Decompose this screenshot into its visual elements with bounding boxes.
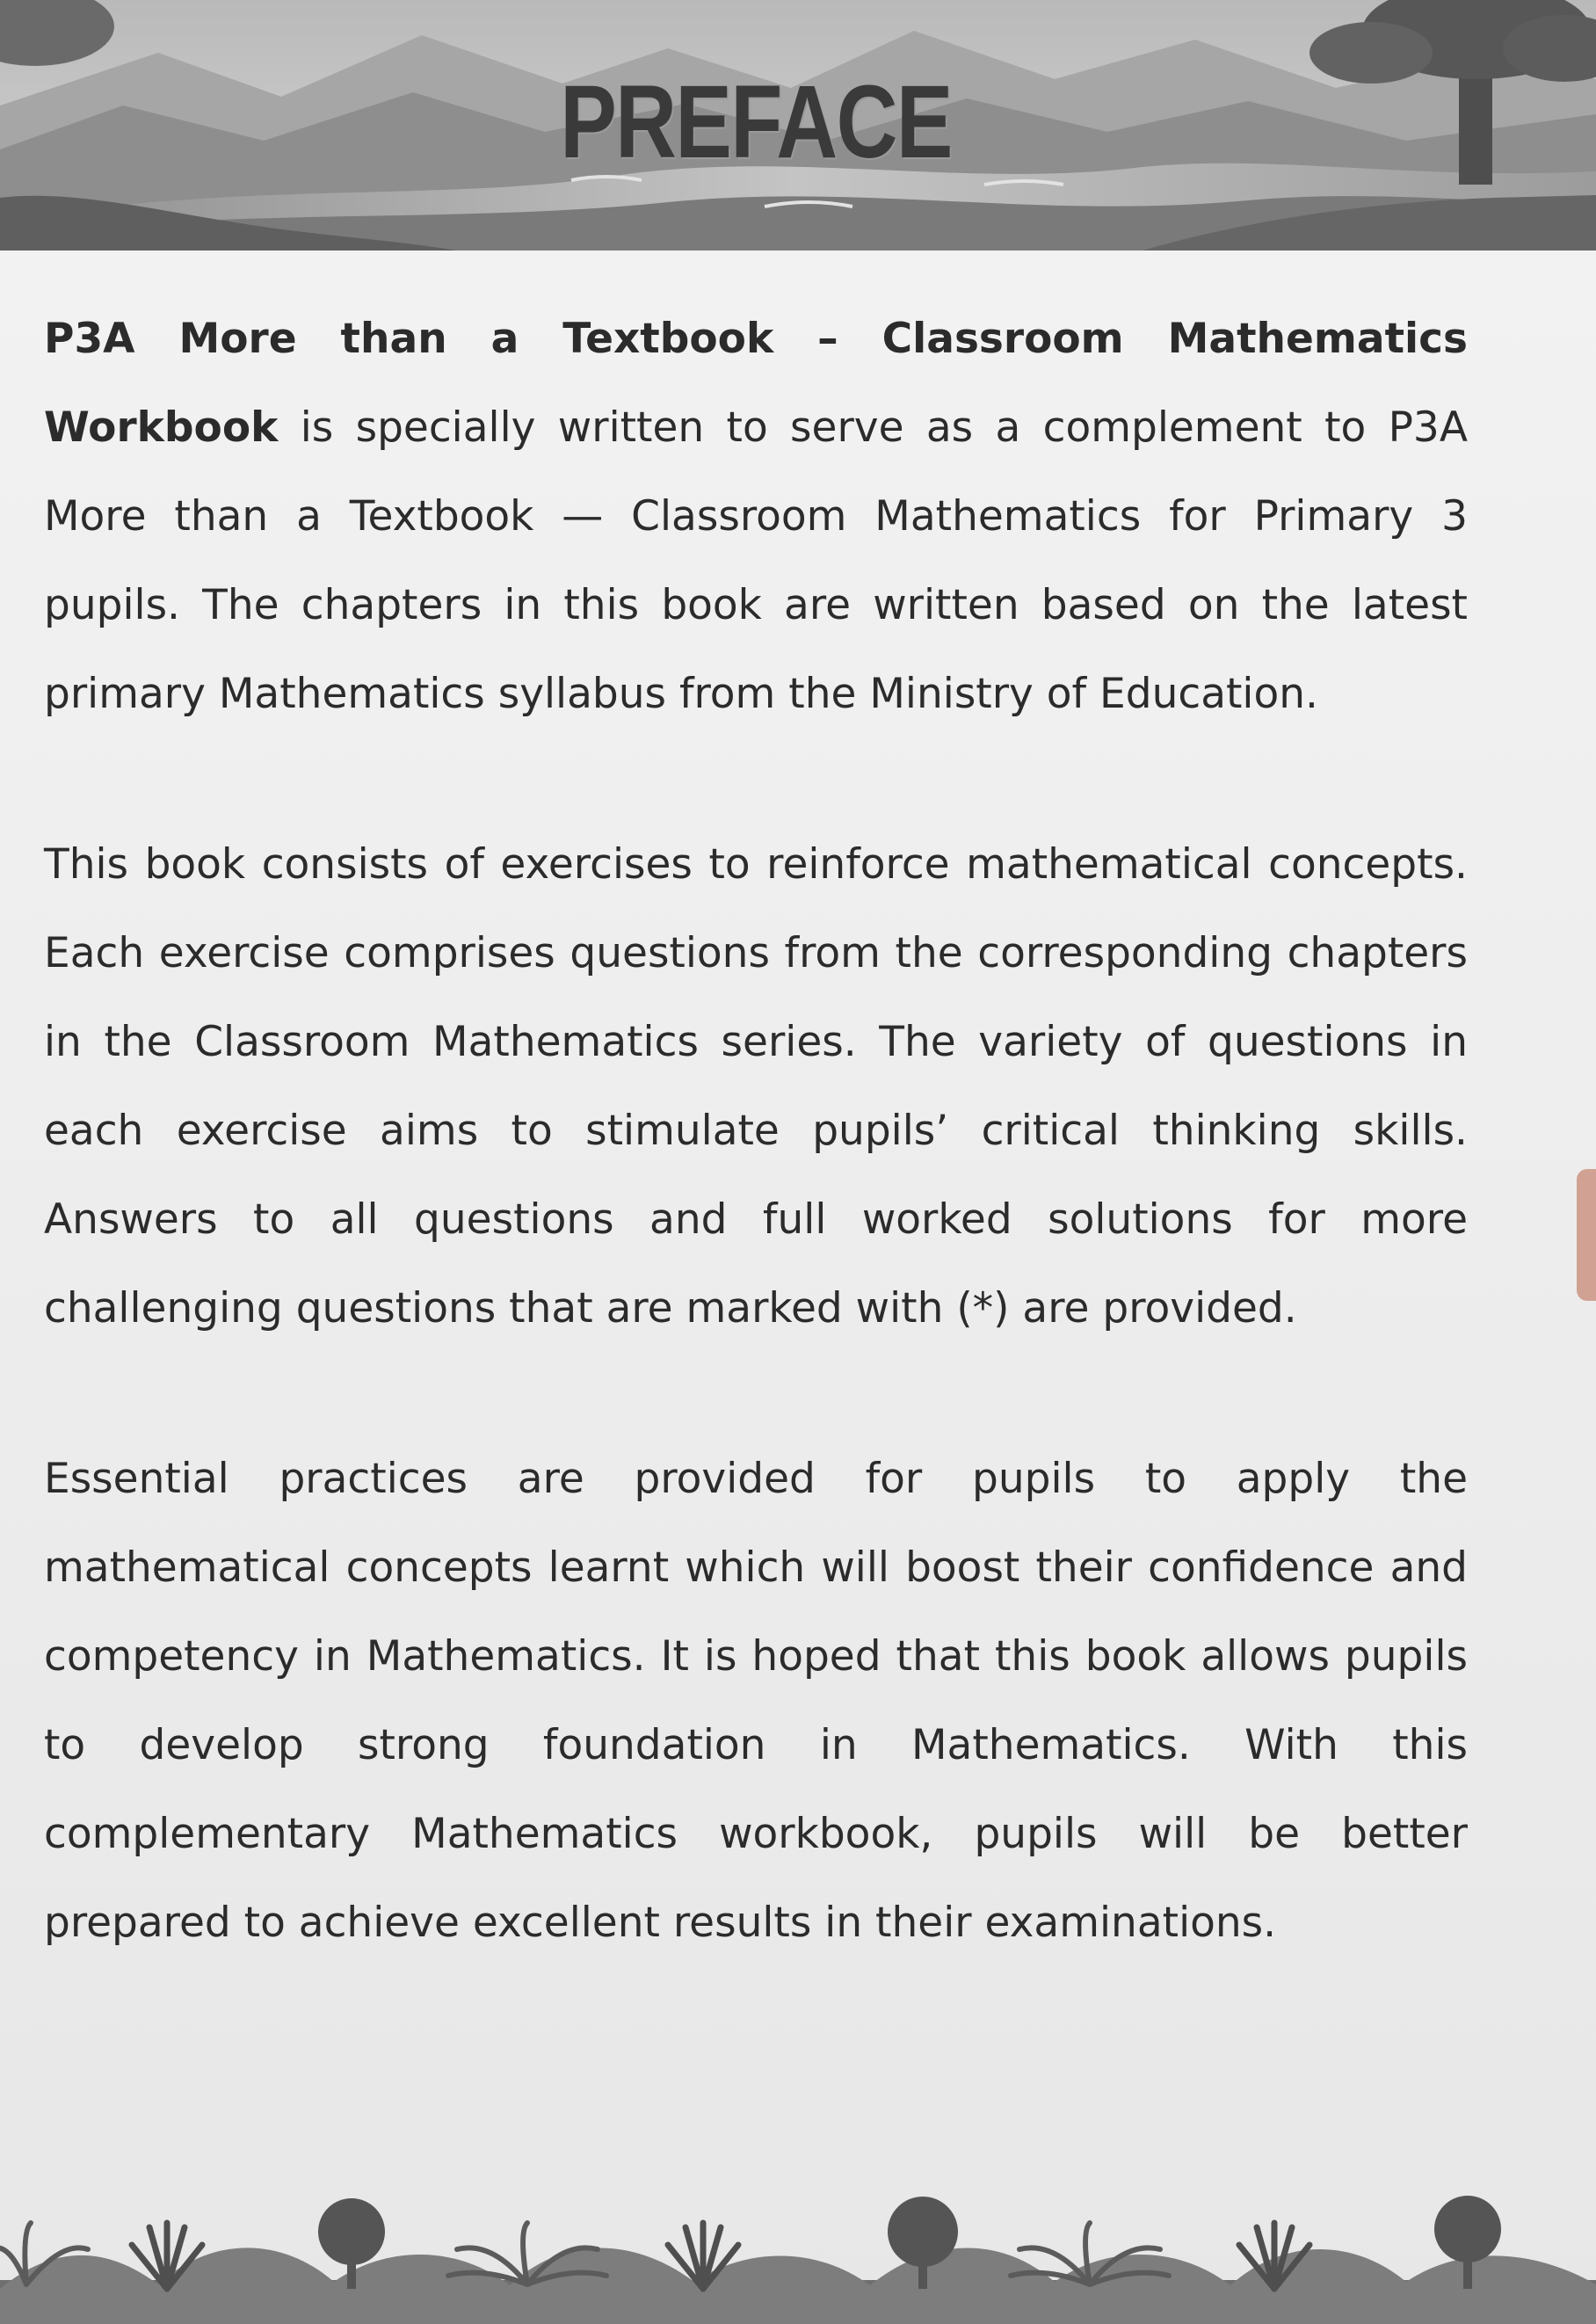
book-title-lead: P3A More than a Textbook – Classroom Mathematics Workbook: [44, 315, 1468, 452]
paragraph-practices: Essential practices are provided for pupils to apply the mathematical concepts learnt which will boost their confidence and competency in Mathematics. It is hoped that this book allows pupils to develop strong foundation in Mathematics. With this complementary Mathematics workbook, pupils will be better prepared to achieve excellent results in their examinations.: [44, 1455, 1468, 1947]
paragraph-intro-text: is specially written to serve as a complement to P3A More than a Textbook — Classroom Mathematics for Primary 3 pupils. The chapters in this book are written based on the latest primary Mathematics syllabus from the Ministry of Education.: [44, 403, 1468, 718]
page-title: PREFACE: [560, 64, 952, 180]
paragraph-exercises: This book consists of exercises to reinforce mathematical concepts. Each exercise comprises questions from the corresponding chapters in the Classroom Mathematics series. The variety of questions in each exercise aims to stimulate pupils’ critical thinking skills. Answers to all questions and full worked solutions for more challenging questions that are marked with (*) are provided.: [44, 840, 1468, 1333]
page-edge-shadow: [1577, 1169, 1596, 1301]
footer-palm-border: [0, 2183, 1596, 2324]
preface-body: [44, 294, 1468, 1967]
paragraph-intro: [44, 294, 1468, 738]
